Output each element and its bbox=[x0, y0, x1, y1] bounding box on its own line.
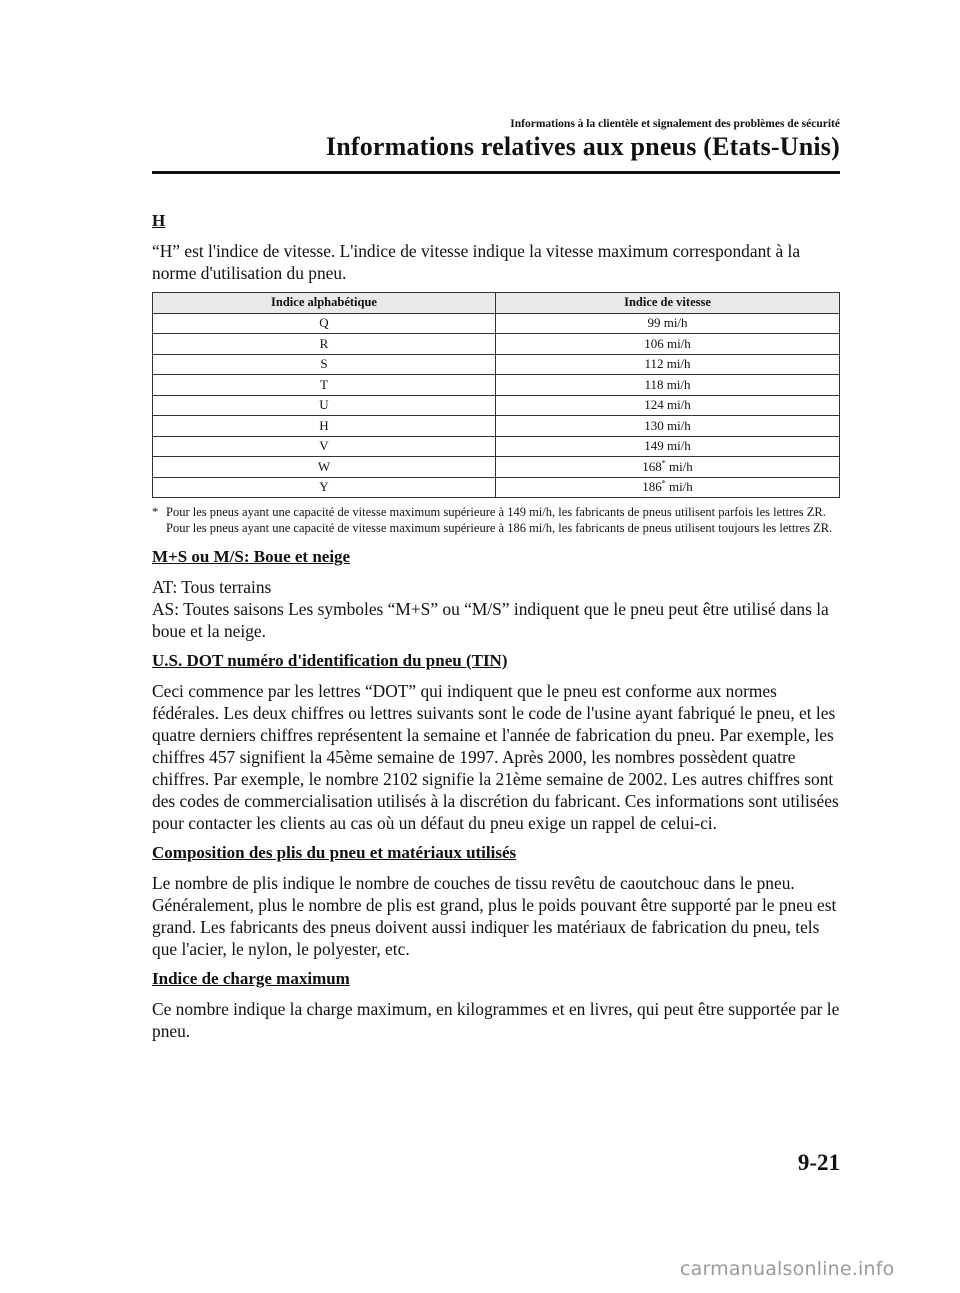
table-footnote bbox=[152, 504, 842, 536]
speed-value: 186 bbox=[642, 479, 662, 495]
header-divider bbox=[152, 171, 840, 174]
speed-unit: mi/h bbox=[665, 458, 693, 474]
page-title: Informations relatives aux pneus (Etats-Unis) bbox=[325, 132, 840, 161]
table-row bbox=[153, 313, 840, 334]
table-row bbox=[153, 395, 840, 416]
section-heading-dot: U.S. DOT numéro d'identification du pneu (TIN) bbox=[152, 651, 508, 670]
table-row bbox=[153, 375, 840, 396]
letter-cell: Y bbox=[153, 477, 496, 498]
speed-paragraph: “H” est l'indice de vitesse. L'indice de vitesse indique la vitesse maximum correspondant à la norme d'utilisation du pneu. bbox=[152, 241, 801, 283]
chapter-subtitle: Informations à la clientèle et signalement des problèmes de sécurité bbox=[510, 118, 840, 130]
speed-unit: mi/h bbox=[665, 479, 693, 495]
section-heading-speed: H bbox=[152, 211, 166, 230]
speed-cell: 99 mi/h bbox=[496, 313, 840, 334]
page-content bbox=[152, 210, 842, 1050]
page-number: 9-21 bbox=[797, 1150, 840, 1175]
table-header-row bbox=[153, 293, 840, 314]
speed-cell: 130 mi/h bbox=[496, 416, 840, 437]
letter-cell: U bbox=[153, 395, 496, 416]
speed-value: 168 bbox=[642, 458, 662, 474]
table-row bbox=[153, 416, 840, 437]
section-heading-load: Indice de charge maximum bbox=[152, 969, 350, 988]
section-heading-ply: Composition des plis du pneu et matériaux utilisés bbox=[152, 843, 517, 862]
speed-cell bbox=[496, 457, 840, 478]
table-row bbox=[153, 457, 840, 478]
footnote-ref: * bbox=[661, 458, 666, 468]
speed-cell bbox=[496, 477, 840, 498]
letter-cell: Q bbox=[153, 313, 496, 334]
speed-cell: 124 mi/h bbox=[496, 395, 840, 416]
ply-composition-section bbox=[152, 842, 842, 960]
letter-cell: H bbox=[153, 416, 496, 437]
dot-tin-section bbox=[152, 650, 842, 834]
letter-cell: T bbox=[153, 375, 496, 396]
table-row bbox=[153, 477, 840, 498]
speed-cell: 112 mi/h bbox=[496, 354, 840, 375]
section-heading-mud-snow: M+S ou M/S: Boue et neige bbox=[152, 547, 351, 566]
mud-snow-section bbox=[152, 546, 842, 642]
all-season-line: AS: Toutes saisons Les symboles “M+S” ou “M/S” indiquent que le pneu peut être utilisé dans la boue et la neige. bbox=[152, 599, 829, 641]
ply-paragraph: Le nombre de plis indique le nombre de couches de tissu revêtu de caoutchouc dans le pneu. Généralement, plus le nombre de plis est grand, plus le poids pouvant être supporté par le pneu est grand. Les fabricants des pneus doivent aussi indiquer les matériaux de fabrication du pneu, tels que l'acier, le nylon, le polyester, etc. bbox=[152, 873, 837, 959]
speed-rating-table bbox=[152, 292, 840, 498]
column-header-letter: Indice alphabétique bbox=[153, 293, 496, 314]
footnote-marker: * bbox=[152, 505, 159, 519]
all-terrain-line: AT: Tous terrains bbox=[152, 577, 272, 597]
column-header-speed: Indice de vitesse bbox=[496, 293, 840, 314]
watermark: carmanualsonline.info bbox=[680, 1258, 895, 1280]
letter-cell: R bbox=[153, 334, 496, 355]
letter-cell: S bbox=[153, 354, 496, 375]
footnote-ref: * bbox=[661, 478, 666, 488]
load-paragraph: Ce nombre indique la charge maximum, en kilogrammes et en livres, qui peut être supportée par le pneu. bbox=[152, 999, 840, 1041]
table-row bbox=[153, 436, 840, 457]
dot-paragraph: Ceci commence par les lettres “DOT” qui indiquent que le pneu est conforme aux normes fédérales. Les deux chiffres ou lettres suivants sont le code de l'usine ayant fabriqué le pneu, et les quatre derniers chiffres représentent la semaine et l'année de fabrication du pneu. Par exemple, les chiffres 457 signifient la 45ème semaine de 1997. Après 2000, les nombres possèdent quatre chiffres. Par exemple, le nombre 2102 signifie la 21ème semaine de 2002. Les autres chiffres sont des codes de commercialisation utilisés à la discrétion du fabricant. Ces informations sont utilisées pour contacter les clients au cas où un défaut du pneu exige un rappel de celui-ci. bbox=[152, 681, 839, 833]
speed-cell: 118 mi/h bbox=[496, 375, 840, 396]
speed-cell: 106 mi/h bbox=[496, 334, 840, 355]
letter-cell: V bbox=[153, 436, 496, 457]
max-load-section bbox=[152, 968, 842, 1042]
letter-cell: W bbox=[153, 457, 496, 478]
table-row bbox=[153, 334, 840, 355]
speed-cell: 149 mi/h bbox=[496, 436, 840, 457]
speed-rating-section bbox=[152, 210, 842, 536]
footnote-text: Pour les pneus ayant une capacité de vitesse maximum supérieure à 149 mi/h, les fabricants de pneus utilisent parfois les lettres ZR. Pour les pneus ayant une capacité de vitesse maximum supérieure à 186 mi/h, les fabricants de pneus utilisent toujours les lettres ZR. bbox=[166, 505, 833, 535]
table-row bbox=[153, 354, 840, 375]
